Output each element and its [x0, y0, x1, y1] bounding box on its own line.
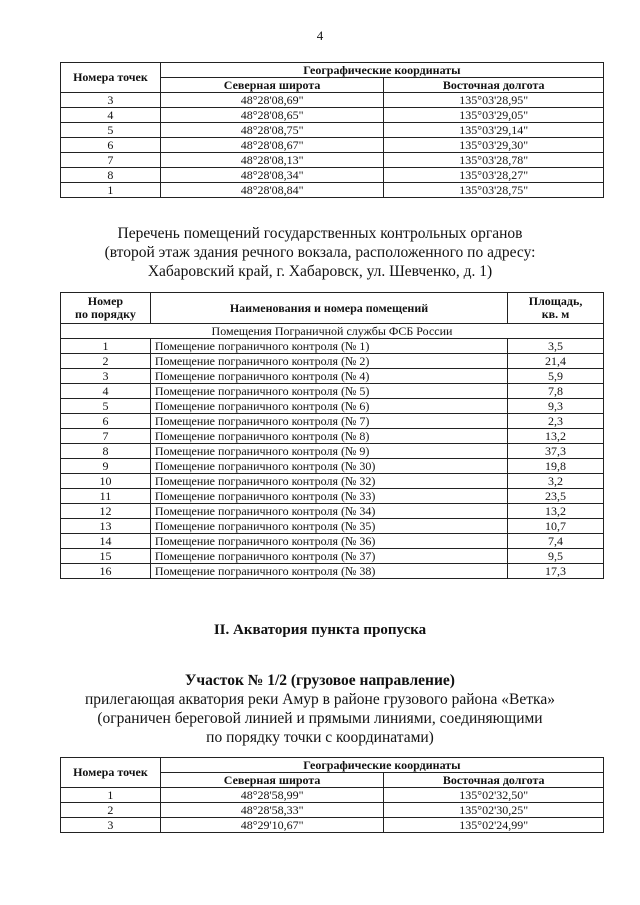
rooms-title-line-3: Хабаровский край, г. Хабаровск, ул. Шевченко, д. 1) — [147, 263, 493, 280]
room-area: 7,8 — [508, 384, 604, 399]
header-points: Номера точек — [61, 758, 161, 788]
latitude-value: 48°28'58,99" — [160, 788, 384, 803]
row-number: 7 — [61, 429, 151, 444]
row-number: 5 — [61, 399, 151, 414]
room-area: 19,8 — [508, 459, 604, 474]
room-area: 23,5 — [508, 489, 604, 504]
room-name: Помещение пограничного контроля (№ 34) — [150, 504, 507, 519]
table-row — [61, 183, 604, 198]
table-row — [61, 549, 604, 564]
room-area: 10,7 — [508, 519, 604, 534]
row-number: 15 — [61, 549, 151, 564]
longitude-value: 135°03'28,75" — [384, 183, 604, 198]
latitude-value: 48°28'08,65" — [160, 108, 384, 123]
room-name: Помещение пограничного контроля (№ 1) — [150, 339, 507, 354]
longitude-value: 135°03'28,95" — [384, 93, 604, 108]
coordinates-table-2-body — [61, 788, 604, 833]
table-row — [61, 788, 604, 803]
header-area — [508, 293, 604, 324]
room-name: Помещение пограничного контроля (№ 2) — [150, 354, 507, 369]
coordinates-table-1-body — [61, 93, 604, 198]
table-row — [61, 444, 604, 459]
sector-title-line-1: Участок № 1/2 (грузовое направление) — [185, 672, 455, 689]
table-row — [61, 369, 604, 384]
latitude-value: 48°28'08,67" — [160, 138, 384, 153]
room-name: Помещение пограничного контроля (№ 37) — [150, 549, 507, 564]
row-number: 10 — [61, 474, 151, 489]
row-number: 9 — [61, 459, 151, 474]
rooms-list-title — [0, 224, 640, 281]
table-row — [61, 564, 604, 579]
room-name: Помещение пограничного контроля (№ 7) — [150, 414, 507, 429]
header-number-line-2: по порядку — [75, 307, 136, 321]
point-number: 2 — [61, 803, 161, 818]
table-row — [61, 474, 604, 489]
row-number: 2 — [61, 354, 151, 369]
sector-title-line-4: по порядку точки с координатами) — [206, 729, 434, 746]
table-row — [61, 123, 604, 138]
table-row — [61, 399, 604, 414]
longitude-value: 135°03'29,14" — [384, 123, 604, 138]
room-name: Помещение пограничного контроля (№ 5) — [150, 384, 507, 399]
room-name: Помещение пограничного контроля (№ 9) — [150, 444, 507, 459]
room-area: 7,4 — [508, 534, 604, 549]
table-row — [61, 339, 604, 354]
table-row — [61, 534, 604, 549]
header-area-line-1: Площадь, — [528, 294, 583, 308]
table-row — [61, 138, 604, 153]
header-room-name: Наименования и номера помещений — [150, 293, 507, 324]
room-area: 37,3 — [508, 444, 604, 459]
group-label: Помещения Пограничной службы ФСБ России — [61, 324, 604, 339]
row-number: 8 — [61, 444, 151, 459]
table-row — [61, 108, 604, 123]
section-title: II. Акватория пункта пропуска — [213, 622, 427, 638]
room-area: 3,2 — [508, 474, 604, 489]
rooms-table-body — [61, 324, 604, 579]
header-latitude: Северная широта — [160, 773, 384, 788]
room-name: Помещение пограничного контроля (№ 38) — [150, 564, 507, 579]
header-geo-coordinates: Географические координаты — [160, 63, 603, 78]
row-number: 14 — [61, 534, 151, 549]
sector-title-line-2: прилегающая акватория реки Амур в районе грузового района «Ветка» — [85, 691, 555, 708]
room-area: 3,5 — [508, 339, 604, 354]
room-area: 9,3 — [508, 399, 604, 414]
longitude-value: 135°02'30,25" — [384, 803, 604, 818]
row-number: 13 — [61, 519, 151, 534]
latitude-value: 48°28'08,75" — [160, 123, 384, 138]
table-row — [61, 504, 604, 519]
longitude-value: 135°03'29,30" — [384, 138, 604, 153]
rooms-title-line-2: (второй этаж здания речного вокзала, расположенного по адресу: — [104, 244, 536, 261]
room-name: Помещение пограничного контроля (№ 32) — [150, 474, 507, 489]
header-geo-coordinates: Географические координаты — [160, 758, 603, 773]
coordinates-table-1 — [60, 62, 604, 198]
row-number: 6 — [61, 414, 151, 429]
table-row — [61, 354, 604, 369]
longitude-value: 135°02'32,50" — [384, 788, 604, 803]
table-row — [61, 818, 604, 833]
table-row — [61, 153, 604, 168]
room-area: 13,2 — [508, 504, 604, 519]
room-name: Помещение пограничного контроля (№ 33) — [150, 489, 507, 504]
latitude-value: 48°28'08,69" — [160, 93, 384, 108]
point-number: 3 — [61, 818, 161, 833]
point-number: 8 — [61, 168, 161, 183]
point-number: 7 — [61, 153, 161, 168]
room-area: 5,9 — [508, 369, 604, 384]
sector-title — [0, 671, 640, 747]
room-area: 21,4 — [508, 354, 604, 369]
table-row — [61, 459, 604, 474]
sector-title-line-3: (ограничен береговой линией и прямыми линиями, соединяющими — [97, 710, 543, 727]
room-area: 17,3 — [508, 564, 604, 579]
room-name: Помещение пограничного контроля (№ 4) — [150, 369, 507, 384]
header-longitude: Восточная долгота — [384, 773, 604, 788]
row-number: 4 — [61, 384, 151, 399]
room-name: Помещение пограничного контроля (№ 6) — [150, 399, 507, 414]
room-name: Помещение пограничного контроля (№ 36) — [150, 534, 507, 549]
table-row — [61, 168, 604, 183]
room-area: 9,5 — [508, 549, 604, 564]
table-row — [61, 489, 604, 504]
table-row — [61, 93, 604, 108]
table-row — [61, 384, 604, 399]
latitude-value: 48°28'08,84" — [160, 183, 384, 198]
table-row — [61, 429, 604, 444]
longitude-value: 135°02'24,99" — [384, 818, 604, 833]
longitude-value: 135°03'28,27" — [384, 168, 604, 183]
latitude-value: 48°28'08,34" — [160, 168, 384, 183]
table-row — [61, 803, 604, 818]
row-number: 12 — [61, 504, 151, 519]
point-number: 5 — [61, 123, 161, 138]
group-row — [61, 324, 604, 339]
point-number: 3 — [61, 93, 161, 108]
latitude-value: 48°29'10,67" — [160, 818, 384, 833]
room-name: Помещение пограничного контроля (№ 30) — [150, 459, 507, 474]
header-longitude: Восточная долгота — [384, 78, 604, 93]
header-latitude: Северная широта — [160, 78, 384, 93]
header-number — [61, 293, 151, 324]
rooms-title-line-1: Перечень помещений государственных контрольных органов — [117, 225, 523, 242]
point-number: 6 — [61, 138, 161, 153]
header-points: Номера точек — [61, 63, 161, 93]
longitude-value: 135°03'29,05" — [384, 108, 604, 123]
room-area: 13,2 — [508, 429, 604, 444]
row-number: 1 — [61, 339, 151, 354]
room-name: Помещение пограничного контроля (№ 8) — [150, 429, 507, 444]
rooms-table — [60, 292, 604, 579]
latitude-value: 48°28'08,13" — [160, 153, 384, 168]
header-number-line-1: Номер — [87, 294, 124, 308]
latitude-value: 48°28'58,33" — [160, 803, 384, 818]
room-name: Помещение пограничного контроля (№ 35) — [150, 519, 507, 534]
point-number: 4 — [61, 108, 161, 123]
row-number: 16 — [61, 564, 151, 579]
header-area-line-2: кв. м — [541, 307, 570, 321]
longitude-value: 135°03'28,78" — [384, 153, 604, 168]
page-number: 4 — [316, 28, 324, 43]
table-row — [61, 414, 604, 429]
point-number: 1 — [61, 788, 161, 803]
room-area: 2,3 — [508, 414, 604, 429]
row-number: 11 — [61, 489, 151, 504]
point-number: 1 — [61, 183, 161, 198]
table-row — [61, 519, 604, 534]
row-number: 3 — [61, 369, 151, 384]
coordinates-table-2 — [60, 757, 604, 833]
